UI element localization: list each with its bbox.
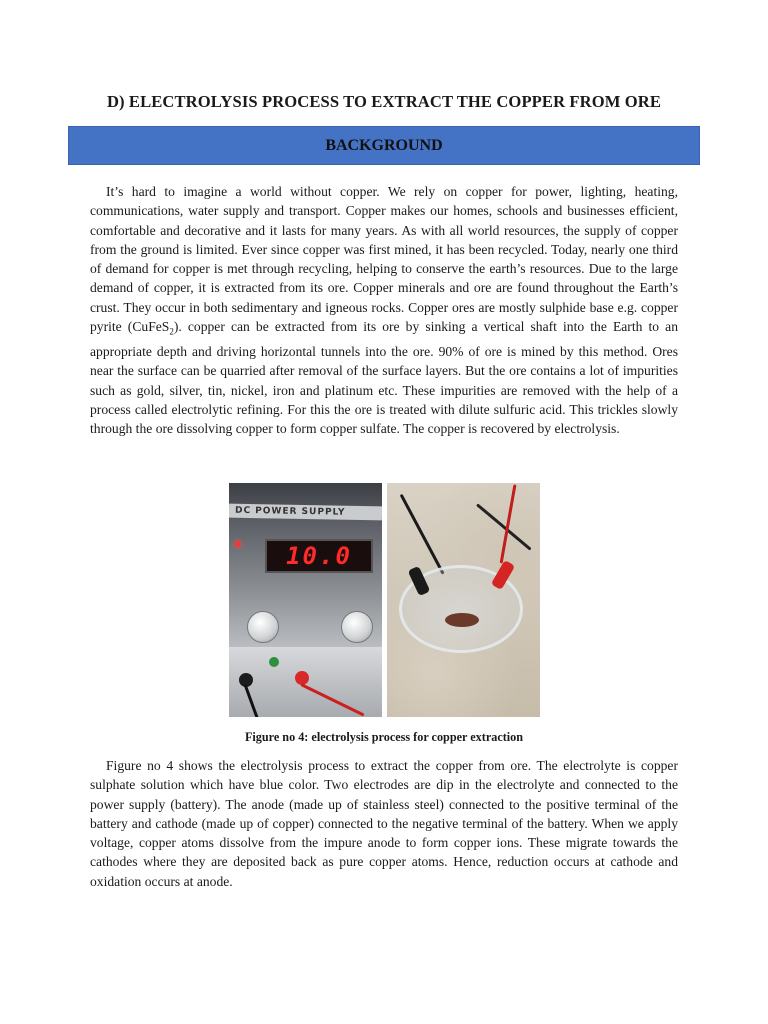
electrolysis-cell-photo [387, 483, 540, 717]
current-knob [247, 611, 279, 643]
power-supply-label: DC POWER SUPPLY [229, 504, 382, 521]
power-supply-photo [229, 483, 382, 717]
black-lead [400, 494, 445, 575]
background-paragraph [90, 182, 678, 439]
page-heading: D) ELECTROLYSIS PROCESS TO EXTRACT THE COPPER FROM ORE [106, 92, 662, 111]
figure-electrolysis [229, 483, 540, 717]
paragraph-text-part-1: It’s hard to imagine a world without copper. We rely on copper for power, lighting, heating, communications, water supply and transport. Copper makes our homes, schools and businesses efficient, comfortable and decorative and it lasts for many years. As with all world resources, the supply of copper from the ground is limited. Ever since copper was first mined, it has been recycled. Today, nearly one third of demand for copper is met through recycling, helping to conserve the earth’s resources. Due to the large demand of copper, it is extracted from its ore. Copper minerals and ore are found throughout the Earth’s crust. They occur in both sedimentary and igneous rocks. Copper ores are mostly sulphide base e.g. copper pyrite (CuFeS [90, 184, 678, 335]
formula-subscript: 2 [169, 326, 174, 337]
voltage-knob [341, 611, 373, 643]
voltage-display: 10.0 [265, 539, 373, 573]
indicator-led [235, 541, 241, 547]
ground-terminal [269, 657, 279, 667]
section-banner [68, 126, 700, 165]
copper-sediment [445, 613, 479, 627]
figure-explanation-paragraph: Figure no 4 shows the electrolysis process to extract the copper from ore. The electrolyte is copper sulphate solution which have blue color. Two electrodes are dip in the electrolyte and connected to the power supply (battery). The anode (made up of stainless steel) connected to the positive terminal of the battery and cathode (made up of copper) connected to the negative terminal of the battery. When we apply voltage, copper atoms dissolve from the impure anode to form copper ions. These migrate towards the cathodes where they are deposited back as pure copper atoms. Hence, reduction occurs at cathode and oxidation occurs at anode. [90, 758, 678, 889]
section-title: BACKGROUND [325, 136, 443, 154]
figure-caption: Figure no 4: electrolysis process for copper extraction [244, 730, 524, 744]
paragraph-text-part-2: ). copper can be extracted from its ore by sinking a vertical shaft into the Earth to an appropriate depth and driving horizontal tunnels into the ore. 90% of ore is mined by this method. Ores near the surface can be quarried after removal of the surface layers. But the ore contains a lot of impurities such as gold, silver, tin, nickel, iron and platinum etc. These impurities are removed with the help of a process called electrolytic refining. For this the ore is treated with dilute sulfuric acid. This trickles slowly through the ore dissolving copper to form copper sulfate. The copper is recovered by electrolysis. [90, 319, 678, 437]
